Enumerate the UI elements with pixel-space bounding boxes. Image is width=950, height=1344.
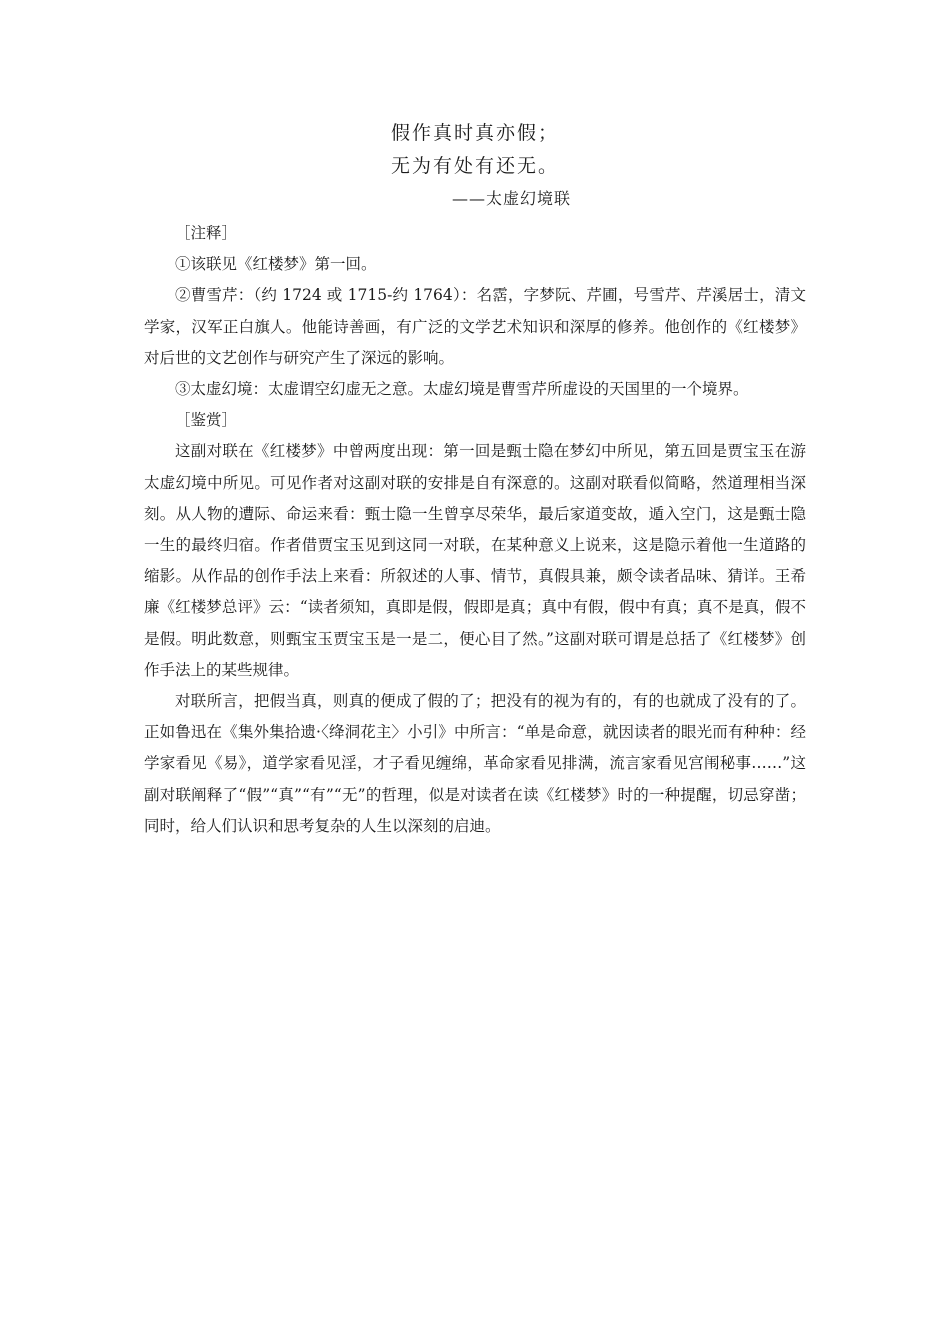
note-item: ①该联见《红楼梦》第一回。 — [175, 255, 377, 274]
appreciation-paragraph: 这副对联在《红楼梦》中曾两度出现：第一回是甄士隐在梦幻中所见，第五回是贾宝玉在游太虚幻境中所见。可见作者对这副对联的安排是自有深意的。这副对联看似简略，然道理相当深刻。从人物的遭际、命运来看：甄士隐一生曾享尽荣华，最后家道变故，遁入空门，这是甄士隐一生的最终归宿。作者借贾宝玉见到这同一对联，在某种意义上说来，这是隐示着他一生道路的缩影。从作品的创作手法上来看：所叙述的人事、情节，真假具兼，颇令读者品味、猜详。王希廉《红楼梦总评》云：“读者须知，真即是假，假即是真；真中有假，假中有真；真不是真，假不是假。明此数意，则甄宝玉贾宝玉是一是二，便心目了然。”这副对联可谓是总括了《红楼梦》创作手法上的某些规律。 — [144, 442, 806, 679]
article-body — [144, 218, 806, 842]
notes-heading: ［注释］ — [175, 224, 238, 242]
note-item: ②曹雪芹：（约 1724 或 1715-约 1764）：名霑，字梦阮、芹圃，号雪芹、芹溪居士，清文学家，汉军正白旗人。他能诗善画，有广泛的文学艺术知识和深厚的修养。他创作的《红楼梦》对后世的文艺创作与研究产生了深远的影响。 — [144, 286, 806, 367]
couplet-attribution: ——太虚幻境联 — [452, 189, 572, 208]
couplet-first-line: 假作真时真亦假； — [390, 122, 559, 144]
appreciation-heading: ［鉴赏］ — [175, 411, 238, 430]
appreciation-paragraph: 对联所言，把假当真，则真的便成了假的了；把没有的视为有的，有的也就成了没有的了。正如鲁迅在《集外集拾遗·〈绛洞花主〉小引》中所言：“单是命意，就因读者的眼光而有种种：经学家看见《易》，道学家看见淫，才子看见缠绵，革命家看见排满，流言家看见宫闱秘事……”这副对联阐释了“假”“真”“有”“无”的哲理，似是对读者在读《红楼梦》时的一种提醒，切忌穿凿；同时，给人们认识和思考复杂的人生以深刻的启迪。 — [144, 692, 806, 835]
note-item: ③太虚幻境：太虚谓空幻虚无之意。太虚幻境是曹雪芹所虚设的天国里的一个境界。 — [175, 380, 749, 399]
couplet-second-line: 无为有处有还无。 — [390, 155, 559, 177]
